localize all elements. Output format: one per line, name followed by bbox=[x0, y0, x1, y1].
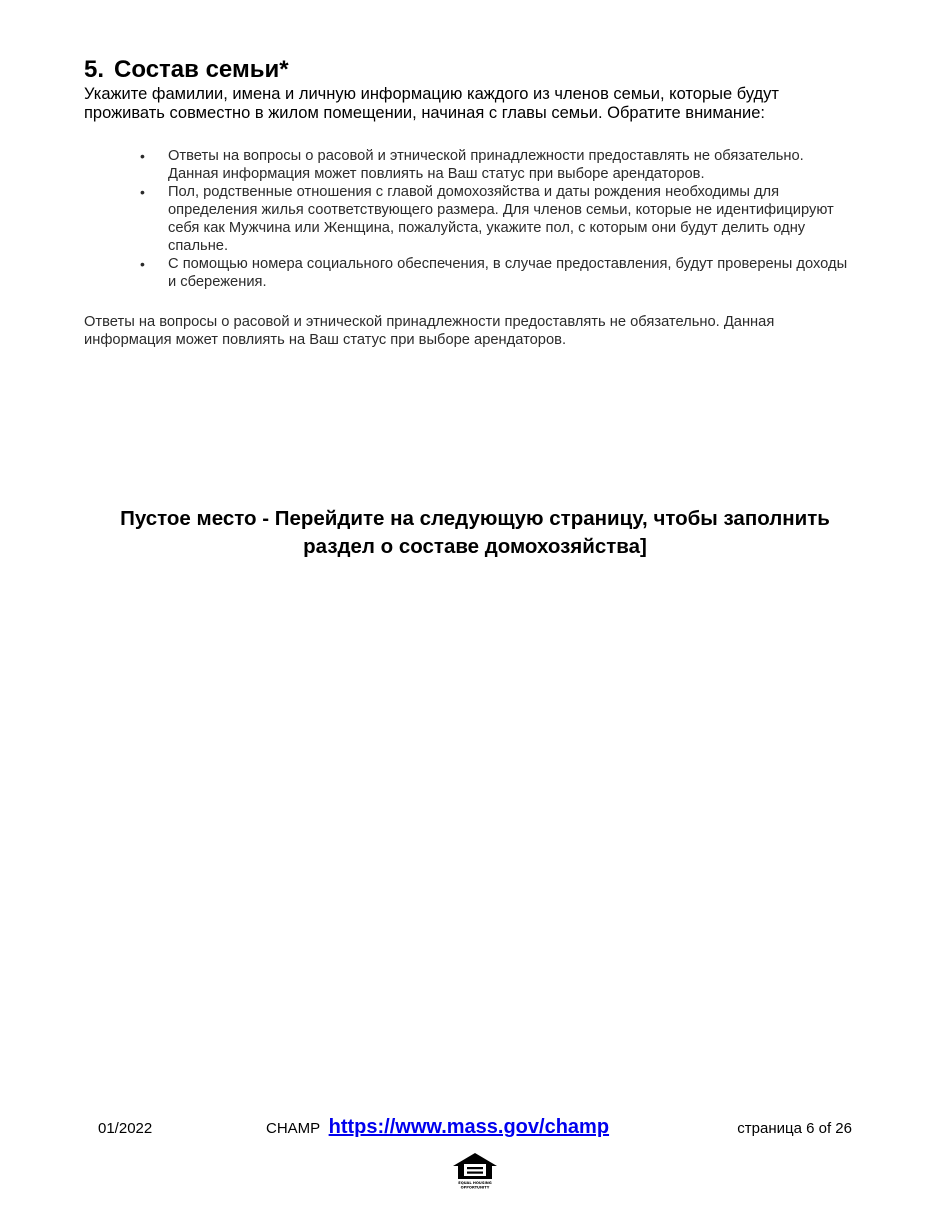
section-title-text: Состав семьи* bbox=[114, 56, 289, 83]
svg-text:OPPORTUNITY: OPPORTUNITY bbox=[460, 1185, 490, 1190]
list-item bbox=[138, 183, 854, 255]
footer-org: CHAMP bbox=[266, 1120, 321, 1137]
list-item bbox=[138, 255, 854, 291]
notes-list bbox=[138, 147, 854, 291]
page-number: страница 6 of 26 bbox=[737, 1120, 852, 1137]
svg-text:EQUAL HOUSING: EQUAL HOUSING bbox=[458, 1181, 492, 1185]
section-number: 5. bbox=[84, 56, 105, 83]
privacy-note: Ответы на вопросы о расовой и этнической принадлежности предоставлять не обязательно. Данная информация может повлиять на Ваш статус при выборе арендаторов. bbox=[84, 314, 775, 348]
bullet-icon: • bbox=[140, 256, 145, 272]
section-intro: Укажите фамилии, имена и личную информацию каждого из членов семьи, которые будут проживать совместно в жилом помещении, начиная с главы семьи. Обратите внимание: bbox=[84, 85, 779, 122]
footer-date: 01/2022 bbox=[98, 1120, 153, 1137]
champ-link[interactable]: https://www.mass.gov/champ bbox=[328, 1116, 610, 1138]
blank-page-notice bbox=[84, 505, 866, 561]
list-item-text: С помощью номера социального обеспечения, в случае предоставления, будут проверены доходы и сбережения. bbox=[168, 256, 848, 290]
blank-notice-line-1: Пустое место - Перейдите на следующую страницу, чтобы заполнить bbox=[120, 507, 830, 530]
blank-notice-line-2: раздел о составе домохозяйства] bbox=[303, 535, 647, 558]
list-item-text: Ответы на вопросы о расовой и этнической принадлежности предоставлять не обязательно. Данная информация может повлиять на Ваш статус при выборе арендаторов. bbox=[168, 148, 804, 182]
section-title bbox=[84, 55, 289, 85]
list-item bbox=[138, 147, 854, 183]
footer-center bbox=[266, 1113, 609, 1143]
list-item-text: Пол, родственные отношения с главой домохозяйства и даты рождения необходимы для определения жилья соответствующего размера. Для членов семьи, которые не идентифицируют себя как Мужчина или Женщина, пожалуйста, укажите пол, с которым они будут делить одну спальне. bbox=[168, 184, 834, 254]
equal-housing-opportunity-icon bbox=[451, 1151, 499, 1191]
bullet-icon: • bbox=[140, 184, 145, 200]
bullet-icon: • bbox=[140, 148, 145, 164]
